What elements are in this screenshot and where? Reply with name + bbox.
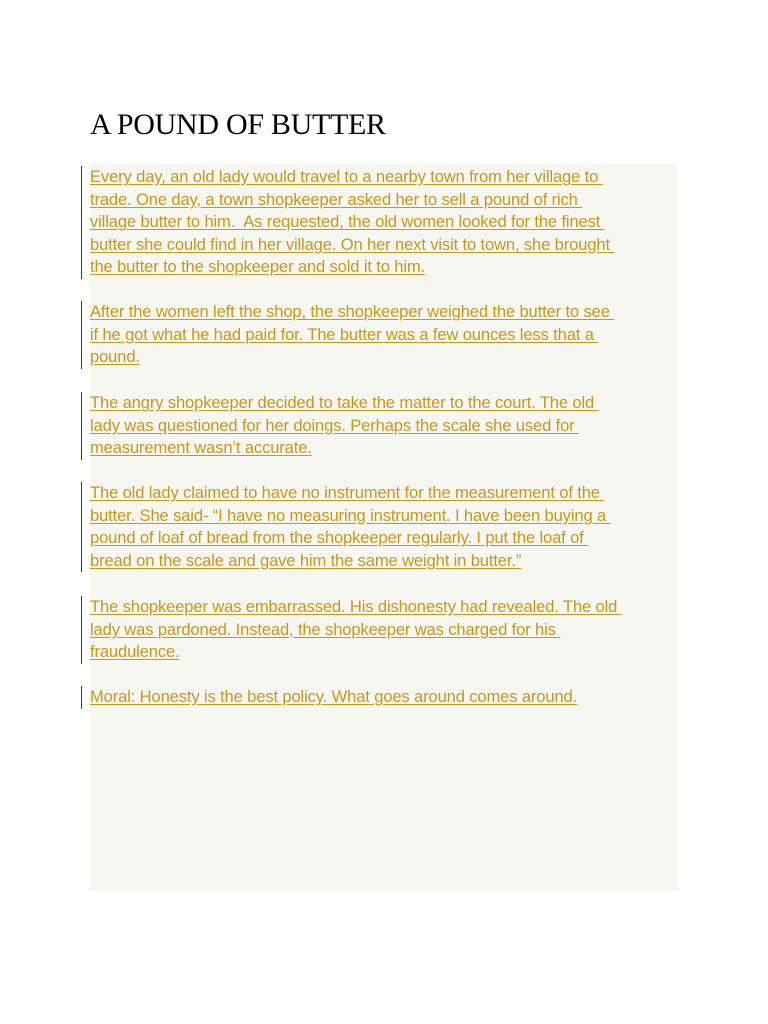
change-bar bbox=[81, 392, 82, 460]
paragraph-line: pound of loaf of bread from the shopkeeper regularly. I put the loaf of bbox=[90, 528, 589, 548]
paragraph-line: village butter to him. As requested, the old women looked for the finest bbox=[90, 212, 605, 232]
paragraph-line: pound. bbox=[90, 347, 140, 367]
change-bar bbox=[81, 482, 82, 572]
paragraph-line: lady was pardoned. Instead, the shopkeeper was charged for his bbox=[90, 619, 561, 639]
paragraph-line: the butter to the shopkeeper and sold it to him. bbox=[90, 257, 426, 277]
change-bar bbox=[81, 166, 82, 279]
page-title: A POUND OF BUTTER bbox=[90, 108, 386, 141]
paragraph-line: lady was questioned for her doings. Perhaps the scale she used for bbox=[90, 415, 579, 435]
paragraph-line: butter she could find in her village. On her next visit to town, she brought bbox=[90, 234, 615, 254]
paragraph-2 bbox=[90, 301, 680, 369]
paragraph-6-moral bbox=[90, 686, 680, 709]
paragraph-line: bread on the scale and gave him the same weight in butter.” bbox=[90, 550, 522, 570]
paragraph-line: butter. She said- “I have no measuring instrument. I have been buying a bbox=[90, 505, 611, 525]
paragraph-line: The shopkeeper was embarrassed. His dishonesty had revealed. The old bbox=[90, 597, 622, 616]
paragraph-1 bbox=[90, 166, 680, 279]
change-bar bbox=[81, 301, 82, 369]
paragraph-4 bbox=[90, 482, 680, 572]
paragraph-line: if he got what he had paid for. The butter was a few ounces less that a bbox=[90, 324, 599, 344]
paragraph-line: measurement wasn’t accurate. bbox=[90, 438, 312, 458]
paragraph-line: Moral: Honesty is the best policy. What goes around comes around. bbox=[90, 687, 578, 706]
paragraph-line: After the women left the shop, the shopkeeper weighed the butter to see bbox=[90, 302, 615, 321]
paragraph-3 bbox=[90, 392, 680, 460]
paragraph-line: fraudulence. bbox=[90, 642, 180, 662]
paragraph-line: trade. One day, a town shopkeeper asked her to sell a pound of rich bbox=[90, 189, 583, 209]
paragraph-5 bbox=[90, 596, 680, 664]
paragraph-line: Every day, an old lady would travel to a nearby town from her village to bbox=[90, 167, 603, 186]
paragraph-line: The old lady claimed to have no instrument for the measurement of the bbox=[90, 483, 605, 502]
paragraph-line: The angry shopkeeper decided to take the matter to the court. The old bbox=[90, 393, 599, 412]
change-bar bbox=[81, 686, 82, 709]
change-bar bbox=[81, 596, 82, 664]
